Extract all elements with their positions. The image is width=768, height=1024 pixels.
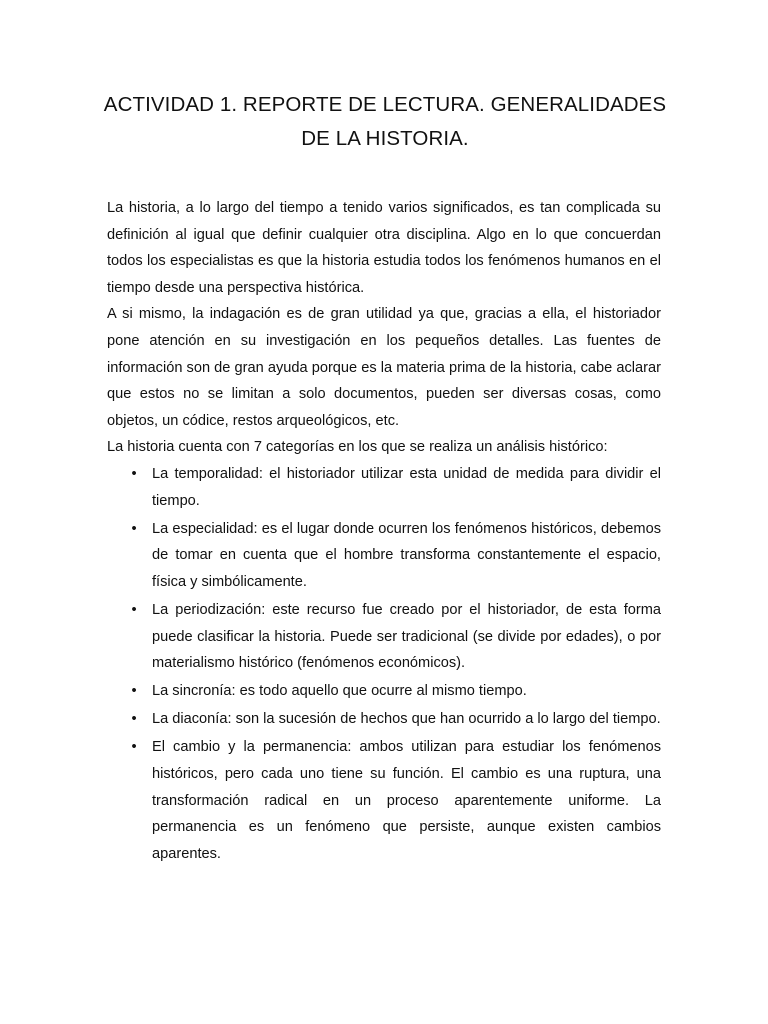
list-item xyxy=(107,461,661,514)
list-item-text: La periodización: este recurso fue creado por el historiador, de esta forma puede clasificar la historia. Puede ser tradicional (se divide por edades), o por materialismo histórico (fenómenos económicos). xyxy=(152,601,661,672)
list-item xyxy=(107,678,661,705)
bullet-icon: • xyxy=(131,465,137,482)
bullet-icon: • xyxy=(131,683,137,700)
list-item xyxy=(107,706,661,733)
list-item-text: La temporalidad: el historiador utilizar esta unidad de medida para dividir el tiempo. xyxy=(152,465,661,509)
bullet-icon: • xyxy=(131,520,137,537)
list-item xyxy=(107,516,661,596)
bullet-icon: • xyxy=(131,739,137,756)
paragraph-3: La historia cuenta con 7 categorías en los que se realiza un análisis histórico: xyxy=(107,439,608,456)
document-body xyxy=(107,195,661,869)
list-item-text: La diaconía: son la sucesión de hechos que han ocurrido a lo largo del tiempo. xyxy=(152,711,661,728)
document-title: ACTIVIDAD 1. REPORTE DE LECTURA. GENERALIDADES DE LA HISTORIA. xyxy=(103,93,667,150)
bullet-icon: • xyxy=(131,711,137,728)
list-item-text: La especialidad: es el lugar donde ocurren los fenómenos históricos, debemos de tomar en cuenta que el hombre transforma constantemente el espacio, física y simbólicamente. xyxy=(152,520,661,590)
list-item-text: La sincronía: es todo aquello que ocurre al mismo tiempo. xyxy=(152,683,527,700)
categories-list xyxy=(107,461,661,867)
list-item xyxy=(107,597,661,677)
list-item xyxy=(107,734,661,867)
paragraph-1: La historia, a lo largo del tiempo a tenido varios significados, es tan complicada su definición al igual que definir cualquier otra disciplina. Algo en lo que concuerdan todos los especialistas es que la historia estudia todos los fenómenos humanos en el tiempo desde una perspectiva histórica. xyxy=(107,200,661,296)
paragraph-2: A si mismo, la indagación es de gran utilidad ya que, gracias a ella, el historiador pone atención en su investigación en los pequeños detalles. Las fuentes de información son de gran ayuda porque es la materia prima de la historia, cabe aclarar que estos no se limitan a solo documentos, pueden ser diversas cosas, como objetos, un códice, restos arqueológicos, etc. xyxy=(107,306,661,429)
list-item-text: El cambio y la permanencia: ambos utilizan para estudiar los fenómenos históricos, pero cada uno tiene su función. El cambio es una ruptura, una transformación radical en un proceso aparentemente uniforme. La permanencia es un fenómeno que persiste, aunque existen cambios aparentes. xyxy=(152,739,661,862)
bullet-icon: • xyxy=(131,601,137,618)
